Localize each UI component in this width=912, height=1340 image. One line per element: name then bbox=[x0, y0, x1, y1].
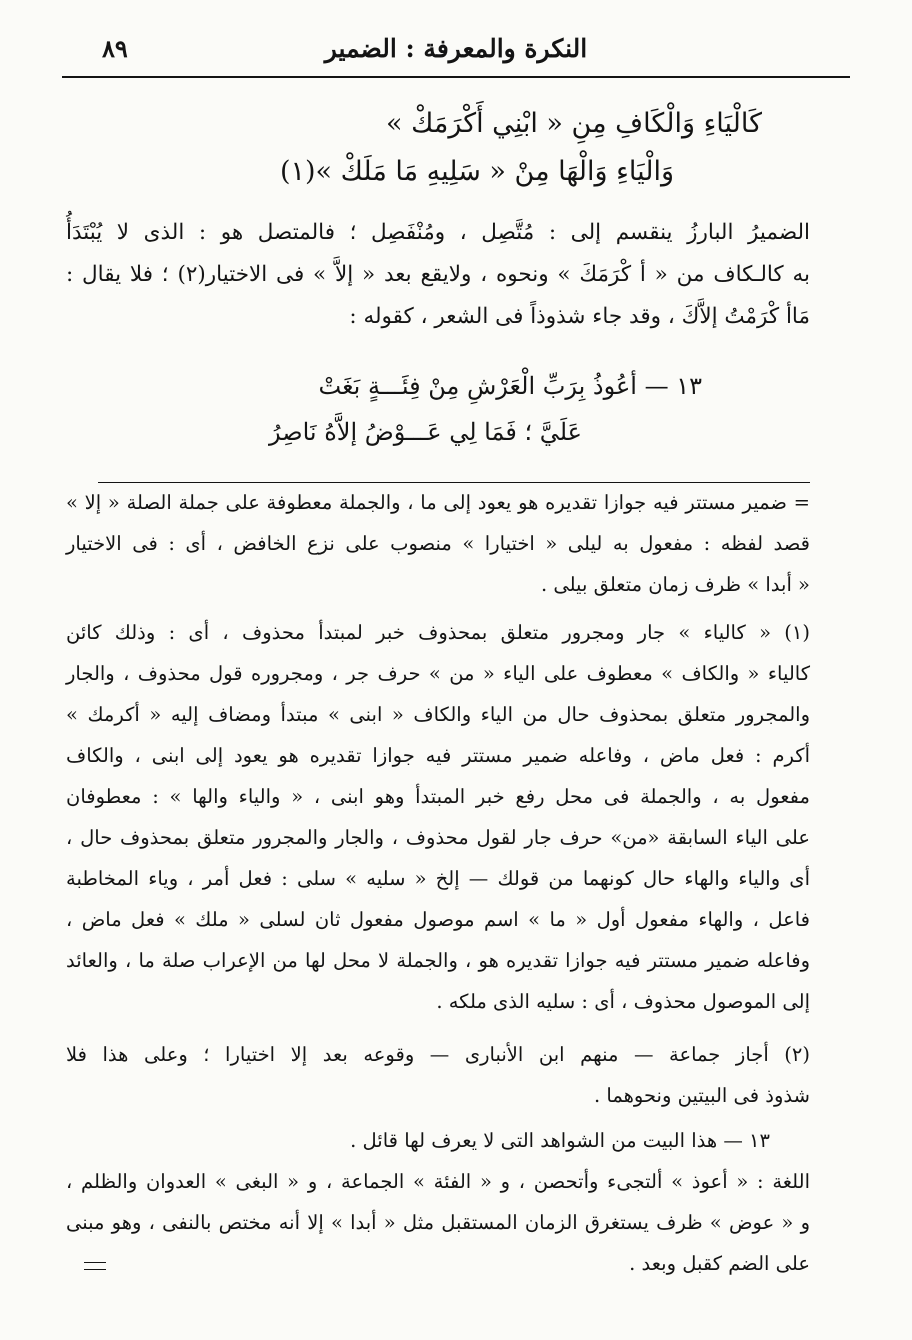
footnote-line: فاعل ، والهاء مفعول أول « ما » اسم موصول مفعول ثان لسلى « ملك » فعل ماض ، bbox=[66, 908, 810, 931]
footnote-line: = ضمير مستتر فيه جوازا تقديره هو يعود إلى ما ، والجملة معطوفة على جملة الصلة « إلا » bbox=[66, 491, 810, 514]
poem-line-2: عَلَيَّ ؛ فَمَا لِي عَـــوْضُ إلاَّهُ نَاصِرُ bbox=[268, 418, 582, 446]
main-paragraph bbox=[66, 212, 810, 338]
footnote-line: « أبدا » ظرف زمان متعلق بيلى . bbox=[540, 573, 810, 596]
footnote-line: أى والياء والهاء حال كونهما من قولك — إلخ « سليه » سلى : فعل أمر ، وياء المخاطبة bbox=[66, 867, 810, 890]
verse-line-1: كَالْيَاءِ وَالْكَافِ مِنِ « ابْنِي أَكْرَمَكْ » bbox=[386, 108, 762, 139]
footnote-1 bbox=[66, 612, 810, 1022]
footnote-line: على الياء السابقة «من» حرف جار لقول محذوف ، والجار والمجرور متعلق بمحذوف حال ، bbox=[66, 826, 810, 849]
footnote-line: (١) « كالياء » جار ومجرور متعلق بمحذوف خبر لمبتدأ محذوف ، أى : وذلك كائن bbox=[66, 621, 810, 644]
poem-line-1: ١٣ — أعُوذُ بِرَبِّ الْعَرْشِ مِنْ فِئَـــةٍ بَغَتْ bbox=[318, 372, 702, 400]
footnote-line: وفاعله ضمير مستتر فيه جوازا تقديره هو ، والجملة لا محل لها من الإعراب صلة ما ، والعائد bbox=[66, 949, 810, 972]
footnote-line: اللغة : « أعوذ » ألتجىء وأتحصن ، و « الفئة » الجماعة ، و « البغى » العدوان والظلم ، bbox=[66, 1170, 810, 1193]
main-line: مَاأ كْرَمْتُ إلاَّكَ ، وقد جاء شذوذاً فى الشعر ، كقوله : bbox=[349, 304, 810, 329]
footnote-line: على الضم كقبل وبعد . bbox=[629, 1252, 810, 1275]
page-number: ٨٩ bbox=[102, 34, 128, 63]
footnote-line: أكرم : فعل ماض ، وفاعله ضمير مستتر فيه جوازا تقديره هو يعود إلى ابنى ، والكاف bbox=[66, 744, 810, 767]
main-line: الضميرُ البارزُ ينقسم إلى : مُتَّصِل ، ومُنْفَصِل ؛ فالمتصل هو : الذى لا يُبْتَدَأُ bbox=[66, 220, 810, 245]
main-line: به كالـكاف من « أ كْرَمَكَ » ونحوه ، ولايقع بعد « إلاَّ » فى الاختيار(٢) ؛ فلا يقال : bbox=[66, 262, 810, 287]
page-header bbox=[62, 30, 850, 78]
footnote-line: (٢) أجاز جماعة — منهم ابن الأنبارى — وقوعه بعد إلا اختيارا ؛ وعلى هذا فلا bbox=[66, 1043, 810, 1066]
footnote-13 bbox=[66, 1120, 810, 1284]
footnote-line: و « عوض » ظرف يستغرق الزمان المستقبل مثل « أبدا » إلا أنه مختص بالنفى ، وهو مبنى bbox=[66, 1211, 810, 1234]
footnote-2 bbox=[66, 1034, 810, 1116]
footnote-continuation bbox=[66, 482, 810, 605]
verse-line-2: وَالْيَاءِ وَالْهَا مِنْ « سَلِيهِ مَا مَلَكْ »(١) bbox=[279, 156, 674, 187]
footnote-line: مفعول به ، والجملة فى محل رفع خبر المبتدأ وهو ابنى ، « والياء والها » : معطوفان bbox=[66, 785, 810, 808]
footnote-line: شذوذ فى البيتين ونحوهما . bbox=[594, 1084, 810, 1107]
footnote-line: قصد لفظه : مفعول به ليلى « اختيارا » منصوب على نزع الخافض ، أى : فى الاختيار bbox=[66, 532, 810, 555]
footnote-line: كالياء « والكاف » معطوف على الياء « من » حرف جر ، ومجروره قول محذوف ، والجار bbox=[66, 662, 810, 685]
continuation-mark bbox=[84, 1262, 106, 1270]
footnote-line: إلى الموصول محذوف ، أى : سليه الذى ملكه . bbox=[436, 990, 810, 1013]
running-title: النكرة والمعرفة : الضمير bbox=[324, 34, 588, 63]
footnote-line: والمجرور متعلق بمحذوف حال من الياء والكاف « ابنى » مبتدأ ومضاف إليه « أكرمك » bbox=[66, 703, 810, 726]
footnote-line: ١٣ — هذا البيت من الشواهد التى لا يعرف لها قائل . bbox=[350, 1129, 770, 1152]
